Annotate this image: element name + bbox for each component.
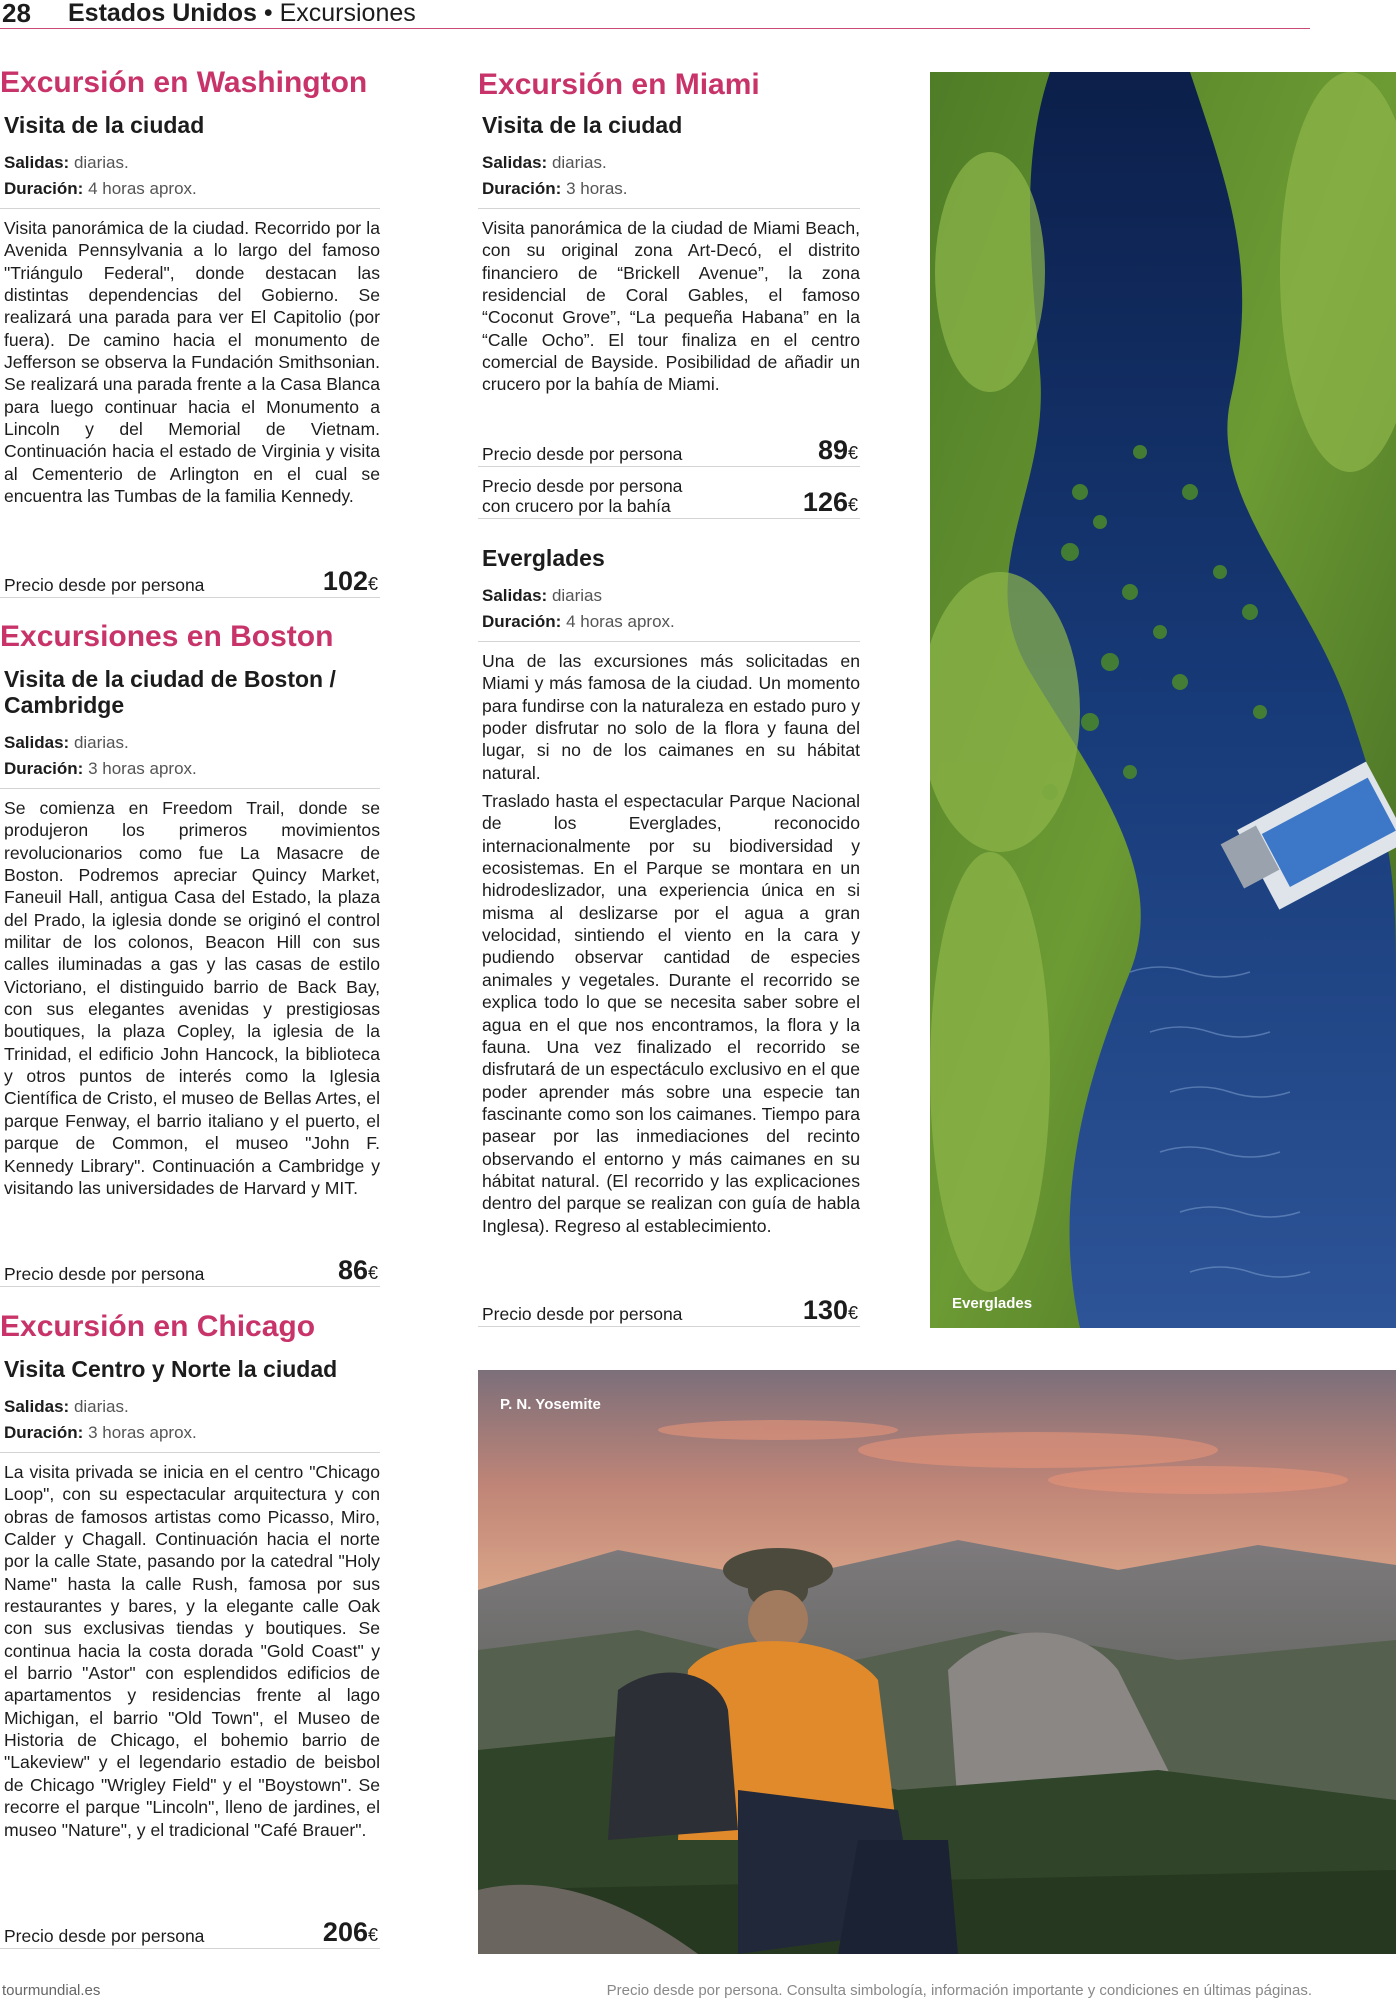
price-label-cruise: Precio desde por persona con crucero por la bahía [482,476,683,516]
washington-price: 102€ [322,566,378,596]
chicago-price: 206€ [322,1917,378,1947]
everglades-salidas: diarias [551,586,603,605]
boston-description: Se comienza en Freedom Trail, donde se produjeron los primeros movimientos revolucionarios como fue La Masacre de Boston. Podremos apreciar Quincy Market, Faneuil Hall, antigua Casa del Estado, la plaza del Prado, la iglesia donde se originó el control militar de los colonos, Beacon Hill con sus calles iluminadas a gas y las casas de estilo Victoriano, el distinguido barrio de Back Bay, con sus elegantes avenidas y prestigiosas boutiques, la plaza Copley, la iglesia de la Trinidad, el edificio John Hancock, la biblioteca y otros puntos de interés como la Iglesia Científica de Cristo, el museo de Bellas Artes, el parque Fenway, el barrio italiano y el puerto, el parque de Common, el museo "John F. Kennedy Library". Continuación a Cambridge y visitando las universidades de Harvard y MIT. [4,798,380,1198]
washington-tour-title: Visita de la ciudad [4,112,205,138]
everglades-tour-title: Everglades [482,545,605,571]
everglades-meta [482,583,860,635]
washington-description: Visita panorámica de la ciudad. Recorrido por la Avenida Pennsylvania a lo largo del famoso "Triángulo Federal", donde destacan las distintas dependencias del Gobierno. Se realizará una parada para ver El Capitolio (por fuera). De camino hacia el monumento de Jefferson se observa la Fundación Smithsonian. Se realizará una parada frente a la Casa Blanca para luego continuar hacia el Monumento a Lincoln y del Memorial de Vietnam. Continuación hacia el estado de Virginia y visita al Cementerio de Arlington en el cual se encuentra las Tumbas de la familia Kennedy. [4,218,380,507]
footer-note: Precio desde por persona. Consulta simbología, información importante y condiciones en últimas páginas. [606,1982,1312,1999]
miami-salidas: diarias. [551,153,607,172]
everglades-section [478,545,860,1237]
divider [478,641,860,642]
washington-price-row [0,567,380,599]
chicago-salidas: diarias. [73,1397,129,1416]
miami-duracion: 3 horas. [566,179,628,198]
miami-section [478,68,860,396]
boston-heading: Excursiones en Boston [0,620,334,653]
divider [0,1452,380,1453]
boston-price: 86€ [337,1255,378,1285]
washington-section [0,66,380,507]
miami-cruise-price-row [478,470,860,520]
duracion-label: Duración: [4,1423,84,1442]
washington-meta [4,150,380,202]
everglades-description-2: Traslado hasta el espectacular Parque Nacional de los Everglades, reconocido internacionalmente por su biodiversidad y ecosistemas. En el Parque se montara en un hidrodeslizador, una experiencia única en si misma al deslizarse por el agua a gran velocidad, sintiendo el viento en la cara y pudiendo observar cantidad de especies animales y vegetales. Durante el recorrido se explica todo lo que se necesita saber sobre el agua en el que nos encontramos, la flora y la fauna. Una vez finalizado el recorrido se disfrutará de un espectáculo exclusivo en el que poder aprender más sobre una especie tan fascinante como son los caimanes. Tiempo para pasear por las inmediaciones del recinto observando el entorno y más caimanes en su hábitat natural. (El recorrido y las explicaciones dentro del parque se realizan con guía de habla Inglesa). Regreso al establecimiento. [482,791,860,1236]
chicago-heading: Excursión en Chicago [0,1310,316,1343]
chicago-duracion: 3 horas aprox. [88,1423,197,1442]
price-label: Precio desde por persona [4,1926,205,1946]
everglades-photo-art [930,72,1396,1328]
salidas-label: Salidas: [482,586,548,605]
boston-meta [4,730,380,782]
everglades-duracion: 4 horas aprox. [566,612,675,631]
duracion-label: Duración: [482,179,562,198]
divider [0,208,380,209]
divider [0,788,380,789]
everglades-photo-caption: Everglades [952,1295,1033,1312]
header-title: Estados Unidos • Excursiones [68,0,416,27]
header-subsection: Excursiones [279,0,416,27]
salidas-label: Salidas: [4,1397,70,1416]
duracion-label: Duración: [4,759,84,778]
everglades-price-row [478,1296,860,1328]
miami-heading: Excursión en Miami [478,68,760,101]
chicago-price-row [0,1918,380,1950]
salidas-label: Salidas: [4,733,70,752]
miami-price: 89€ [817,435,858,465]
chicago-meta [4,1394,380,1446]
duracion-label: Duración: [4,179,84,198]
everglades-description-1: Una de las excursiones más solicitadas en Miami y más famosa de la ciudad. Un momento para fundirse con la naturaleza en estado puro y poder disfrutar no solo de la flora y fauna del lugar, si no de los caimanes en su hábitat natural. [482,651,860,783]
salidas-label: Salidas: [482,153,548,172]
chicago-tour-title: Visita Centro y Norte la ciudad [4,1356,338,1382]
price-label: Precio desde por persona [4,1264,205,1284]
everglades-photo [930,72,1396,1328]
miami-description: Visita panorámica de la ciudad de Miami Beach, con su original zona Art-Decó, el distrito financiero de “Brickell Avenue”, la zona residencial de Coral Gables, el famoso “Coconut Grove”, “La pequeña Habana” en la “Calle Ocho”. El tour finaliza en el centro comercial de Bayside. Posibilidad de añadir un crucero por la bahía de Miami. [482,218,860,395]
duracion-label: Duración: [482,612,562,631]
yosemite-photo-art [478,1370,1396,1954]
washington-heading: Excursión en Washington [0,66,368,99]
boston-tour-title: Visita de la ciudad de Boston / Cambridge [4,666,336,718]
boston-duracion: 3 horas aprox. [88,759,197,778]
salidas-label: Salidas: [4,153,70,172]
boston-section [0,620,380,1199]
washington-duracion: 4 horas aprox. [88,179,197,198]
everglades-description [482,650,860,1237]
miami-price-row [478,436,860,468]
page-header [0,0,1310,29]
yosemite-photo-caption: P. N. Yosemite [500,1396,601,1413]
boston-salidas: diarias. [73,733,129,752]
miami-cruise-price: 126€ [802,487,858,517]
miami-meta [482,150,860,202]
price-label: Precio desde por persona [482,1304,683,1324]
price-label: Precio desde por persona [482,444,683,464]
footer-site[interactable]: tourmundial.es [2,1982,101,1999]
chicago-description: La visita privada se inicia en el centro "Chicago Loop", con su espectacular arquitectura y con obras de famosos artistas como Picasso, Miro, Calder y Chagall. Continuación hacia el norte por la calle State, pasando por la catedral "Holy Name" hasta la calle Rush, famosa por sus restaurantes y bares, y la elegante calle Oak con sus exclusivas tiendas y boutiques. Se continua hacia la costa dorada "Gold Coast" y el barrio "Astor" con esplendidos edificios de apartamentos y residencias frente al lago Michigan, el barrio "Old Town", el Museo de Historia de Chicago, el bohemio barrio de "Lakeview" y el legendario estadio de beisbol de Chicago "Wrigley Field" y el "Boystown". Se recorre el parque "Lincoln", lleno de jardines, el museo "Nature", y el tradicional "Café Brauer". [4,1462,380,1840]
chicago-section [0,1310,380,1841]
miami-tour-title: Visita de la ciudad [482,112,683,138]
yosemite-photo [478,1370,1396,1954]
washington-salidas: diarias. [73,153,129,172]
boston-price-row [0,1256,380,1288]
price-label: Precio desde por persona [4,575,205,595]
header-section: Estados Unidos [68,0,257,27]
divider [478,208,860,209]
everglades-price: 130€ [802,1295,858,1325]
page-number: 28 [2,0,31,28]
